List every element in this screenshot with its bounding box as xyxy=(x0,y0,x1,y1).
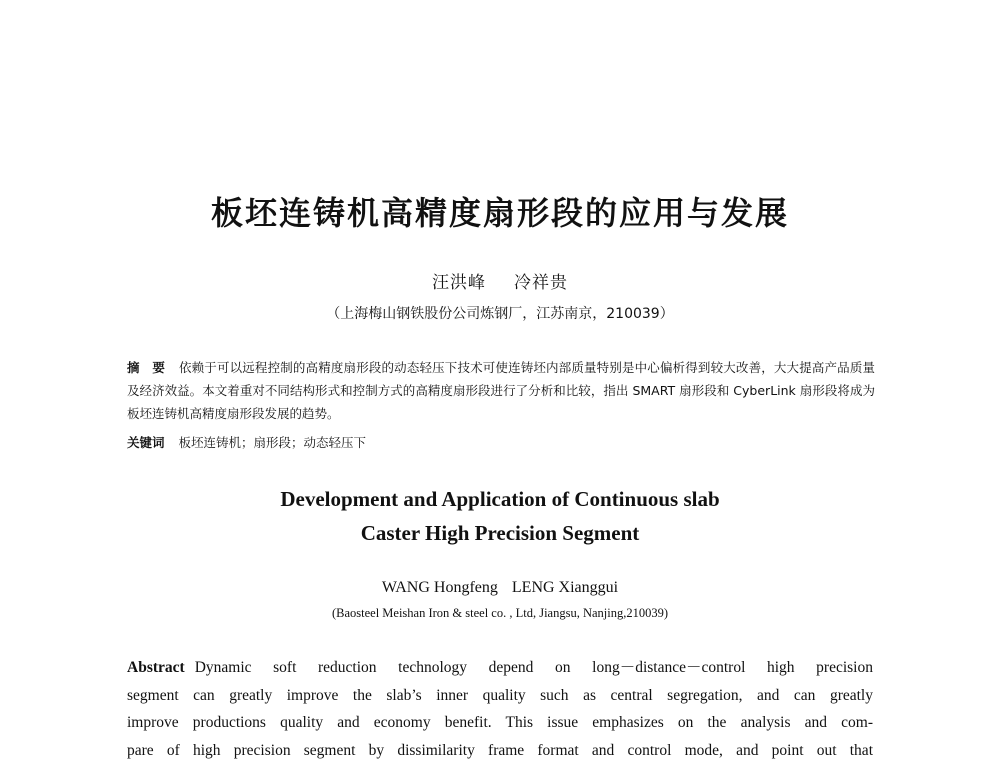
english-affiliation: (Baosteel Meishan Iron & steel co. , Ltd, Jiangsu, Nanjing,210039) xyxy=(0,606,1000,621)
chinese-keywords-label: 关键词 xyxy=(127,435,165,450)
english-abstract xyxy=(127,654,873,764)
chinese-author-2: 冷祥贵 xyxy=(514,273,568,293)
chinese-authors xyxy=(0,268,1000,293)
chinese-abstract-label: 摘 要 xyxy=(127,360,165,375)
chinese-keywords-text: 板坯连铸机；扇形段；动态轻压下 xyxy=(179,435,367,450)
english-author-2: LENG Xianggui xyxy=(512,579,618,596)
english-abstract-line-1: Abstract Dynamic soft reduction technology depend on long－distance－control high precision xyxy=(127,654,873,682)
english-title-line-1: Development and Application of Continuous slab xyxy=(0,482,1000,516)
chinese-abstract-text: 依赖于可以远程控制的高精度扇形段的动态轻压下技术可使连铸坯内部质量特别是中心偏析得到较大改善，大大提高产品质量及经济效益。本文着重对不同结构形式和控制方式的高精度扇形段进行了分析和比较，指出 SMART 扇形段和 CyberLink 扇形段将成为板坯连铸机高精度扇形段发展的趋势。 xyxy=(127,360,875,421)
english-abstract-line-2: segment can greatly improve the slab’s inner quality such as central segregation, and can greatly xyxy=(127,682,873,710)
chinese-affiliation: （上海梅山钢铁股份公司炼钢厂，江苏南京，210039） xyxy=(0,303,1000,323)
chinese-author-1: 汪洪峰 xyxy=(432,273,486,293)
english-title xyxy=(0,482,1000,550)
english-abstract-label: Abstract xyxy=(127,659,185,676)
english-abstract-line-3: improve productions quality and economy benefit. This issue emphasizes on the analysis and com- xyxy=(127,709,873,737)
english-author-1: WANG Hongfeng xyxy=(382,579,498,596)
english-abstract-line-4: pare of high precision segment by dissimilarity frame format and control mode, and point out that xyxy=(127,737,873,764)
chinese-keywords xyxy=(127,432,875,454)
english-authors xyxy=(0,579,1000,597)
chinese-title: 板坯连铸机高精度扇形段的应用与发展 xyxy=(0,188,1000,234)
english-title-line-2: Caster High Precision Segment xyxy=(0,516,1000,550)
chinese-abstract xyxy=(127,356,875,425)
